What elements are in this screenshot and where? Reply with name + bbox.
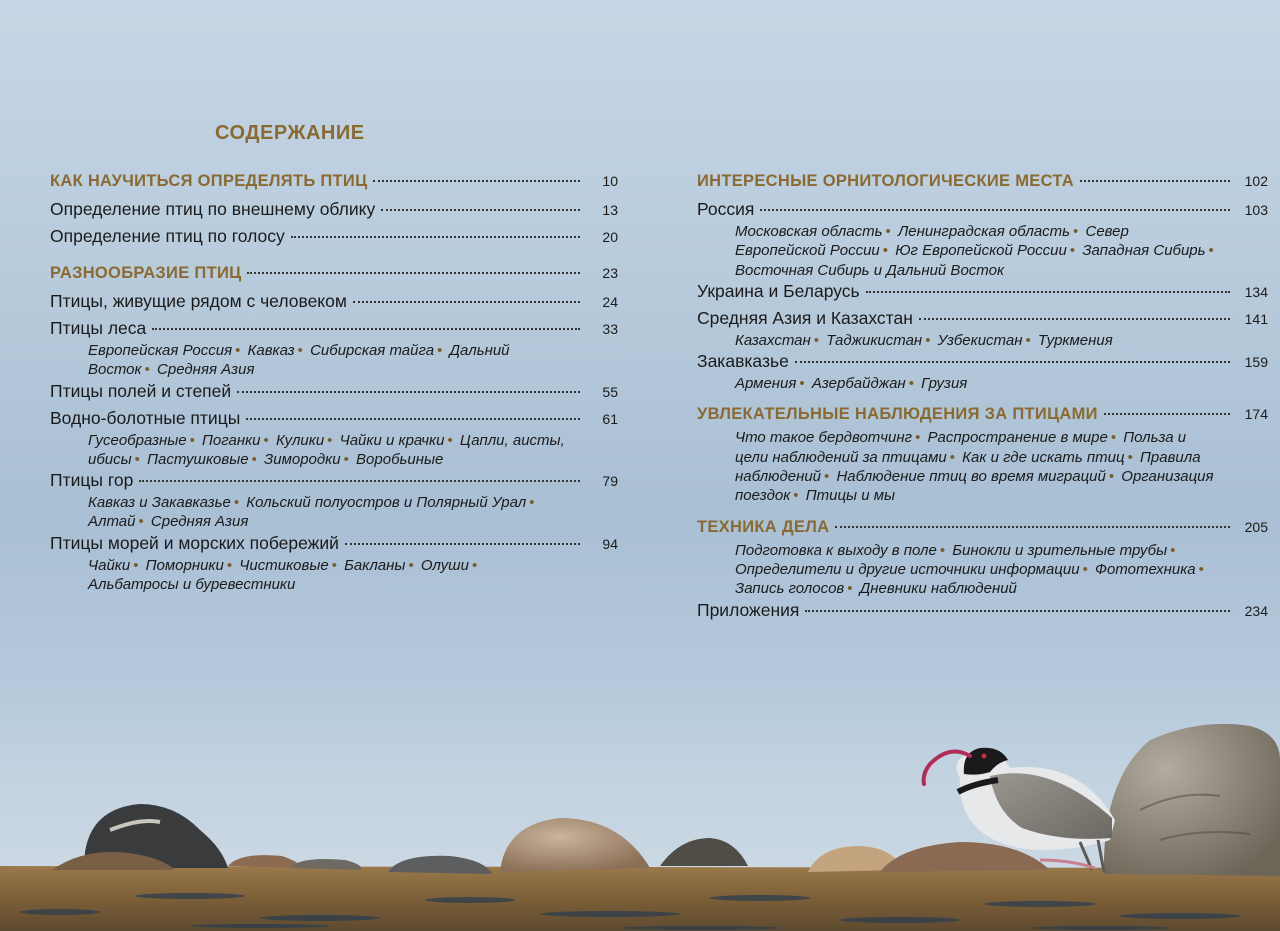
- toc-entry-line: [50, 226, 618, 252]
- section-title: ТЕХНИКА ДЕЛА: [697, 517, 830, 536]
- dot-leader: [835, 526, 1230, 528]
- subtopic-альбатросы-и-буревестники: Альбатросы и буревестники: [88, 576, 296, 594]
- subtopic-что-такое-бердвотчинг: Что такое бердвотчинг: [735, 429, 913, 447]
- subtopic-туркмения: Туркмения: [1037, 331, 1113, 349]
- toc-entry-line: [697, 599, 1268, 626]
- chapter-title: Птицы леса: [50, 318, 147, 338]
- bullet-separator: •: [327, 431, 333, 449]
- dot-leader: [1104, 413, 1230, 415]
- bullet-separator: •: [138, 513, 144, 531]
- subtopic-правила-наблюдений: Правила наблюдений: [735, 448, 1201, 486]
- dot-leader: [345, 543, 580, 545]
- page-number: 94: [602, 535, 618, 552]
- bullet-separator: •: [529, 494, 535, 512]
- spacer: [697, 393, 1232, 405]
- toc-entry: [50, 318, 618, 380]
- toc-entry-line: [697, 280, 1268, 307]
- page-number: 134: [1244, 283, 1268, 300]
- toc-entry: [50, 199, 618, 225]
- bullet-separator: •: [949, 448, 955, 466]
- bullet-separator: •: [793, 487, 799, 505]
- dot-leader: [246, 418, 580, 420]
- page-number: 79: [602, 473, 618, 490]
- bullet-separator: •: [251, 450, 257, 468]
- subtopic-чайки: Чайки: [88, 556, 131, 574]
- toc-entry: [697, 599, 1268, 626]
- toc-entry-line: [697, 172, 1268, 198]
- dot-leader: [1080, 180, 1230, 182]
- dot-leader: [373, 180, 580, 182]
- page-number: 20: [602, 229, 618, 245]
- subtopic-поморники: Поморники: [145, 556, 224, 574]
- subtopic-чистиковые: Чистиковые: [239, 556, 329, 574]
- page-number: 159: [1244, 354, 1268, 371]
- dot-leader: [247, 272, 580, 274]
- bullet-separator: •: [925, 331, 931, 349]
- bullet-separator: •: [1110, 429, 1117, 447]
- toc-entry: [697, 517, 1268, 599]
- bullet-separator: •: [1170, 541, 1176, 559]
- toc-entry: [50, 407, 618, 470]
- bullet-separator: •: [408, 556, 414, 574]
- toc-entry-line: [50, 264, 618, 290]
- bullet-separator: •: [471, 556, 478, 574]
- page-number: 33: [602, 321, 618, 337]
- subtopic-армения: Армения: [735, 375, 797, 393]
- page-number: 24: [602, 294, 618, 310]
- subtopics: [735, 331, 1232, 350]
- bullet-separator: •: [331, 556, 337, 574]
- dot-leader: [237, 391, 580, 393]
- toc-left-column: [50, 172, 618, 594]
- subtopic-средняя-азия: Средняя Азия: [150, 513, 249, 531]
- subtopic-грузия: Грузия: [921, 375, 968, 393]
- bullet-separator: •: [343, 450, 349, 468]
- subtopic-московская-область: Московская область: [735, 223, 883, 240]
- toc-entry: [50, 470, 618, 532]
- chapter-title: Определение птиц по голосу: [50, 226, 285, 246]
- subtopic-запись-голосов: Запись голосов: [735, 580, 845, 598]
- subtopic-алтай: Алтай: [88, 513, 136, 531]
- bullet-separator: •: [297, 342, 303, 359]
- subtopic-кавказ-и-закавказье: Кавказ и Закавказье: [88, 494, 231, 512]
- chapter-title: Водно-болотные птицы: [50, 407, 241, 428]
- page-number: 103: [1244, 202, 1268, 218]
- bullet-separator: •: [1069, 242, 1076, 260]
- subtopic-север-европейской-россии: Север Европейской России: [735, 223, 1129, 260]
- chapter-title: Украина и Беларусь: [697, 280, 860, 301]
- spacer: [50, 252, 580, 264]
- dot-leader: [139, 480, 580, 482]
- dot-leader: [760, 209, 1230, 211]
- chapter-title: Птицы, живущие рядом с человеком: [50, 291, 347, 311]
- subtopic-казахстан: Казахстан: [735, 331, 811, 349]
- subtopic-узбекистан: Узбекистан: [937, 331, 1023, 349]
- dot-leader: [805, 610, 1230, 612]
- subtopic-бинокли-и-зрительные-трубы: Бинокли и зрительные трубы: [952, 541, 1168, 559]
- subtopic-определители-и-другие-источники-информации: Определители и другие источники информации: [735, 560, 1080, 578]
- bullet-separator: •: [915, 429, 921, 447]
- toc-entry: [50, 532, 618, 595]
- toc-entry: [50, 291, 618, 317]
- subtopics: [735, 541, 1232, 599]
- toc-entry-line: [50, 172, 618, 198]
- dot-leader: [152, 328, 580, 330]
- dot-leader: [866, 291, 1230, 293]
- chapter-title: Определение птиц по внешнему облику: [50, 199, 376, 219]
- subtopic-таджикистан: Таджикистан: [826, 331, 923, 349]
- bullet-separator: •: [144, 361, 150, 379]
- chapter-title: Птицы морей и морских побережий: [50, 532, 339, 553]
- subtopic-польза-и-цели-наблюдений-за-птицами: Польза и цели наблюдений за птицами: [735, 429, 1187, 466]
- bullet-separator: •: [226, 556, 233, 574]
- dot-leader: [291, 236, 580, 238]
- bullet-separator: •: [939, 541, 946, 559]
- bullet-separator: •: [824, 468, 830, 486]
- subtopic-наблюдение-птиц-во-время-миграций: Наблюдение птиц во время миграций: [836, 468, 1106, 486]
- bullet-separator: •: [813, 331, 820, 349]
- subtopic-европейская-россия: Европейская Россия: [88, 342, 233, 359]
- page-number: 174: [1244, 406, 1268, 423]
- subtopic-пастушковые: Пастушковые: [147, 450, 249, 468]
- bullet-separator: •: [799, 375, 805, 393]
- subtopic-западная-сибирь: Западная Сибирь: [1082, 242, 1206, 260]
- chapter-title: Россия: [697, 199, 755, 219]
- page-number: 13: [602, 202, 618, 218]
- chapter-title: Средняя Азия и Казахстан: [697, 307, 913, 328]
- subtopics: [88, 556, 580, 595]
- bullet-separator: •: [134, 450, 140, 468]
- bullet-separator: •: [847, 580, 853, 598]
- subtopics: [88, 341, 580, 380]
- section-title: УВЛЕКАТЕЛЬНЫЕ НАБЛЮДЕНИЯ ЗА ПТИЦАМИ: [697, 405, 1098, 424]
- dot-leader: [353, 301, 580, 303]
- page-number: 10: [602, 173, 618, 189]
- chapter-title: Птицы гор: [50, 470, 134, 491]
- subtopics: [735, 222, 1232, 280]
- dot-leader: [381, 209, 580, 211]
- subtopic-подготовка-к-выходу-в-поле: Подготовка к выходу в поле: [735, 541, 937, 559]
- subtopic-азербайджан: Азербайджан: [811, 375, 906, 393]
- dot-leader: [919, 318, 1230, 320]
- page-number: 102: [1244, 173, 1268, 189]
- subtopics: [735, 428, 1232, 505]
- subtopic-юг-европейской-россии: Юг Европейской России: [895, 242, 1067, 260]
- toc-entry-line: [50, 199, 618, 225]
- subtopic-распространение-в-мире: Распространение в мире: [927, 429, 1108, 447]
- subtopic-воробьиные: Воробьиные: [356, 450, 444, 468]
- toc-entry: [697, 405, 1268, 505]
- subtopic-дневники-наблюдений: Дневники наблюдений: [859, 580, 1017, 598]
- toc-entry: [697, 199, 1268, 280]
- bullet-separator: •: [1208, 242, 1214, 260]
- bullet-separator: •: [1108, 468, 1115, 486]
- toc-entry: [697, 351, 1268, 393]
- subtopic-как-и-где-искать-птиц: Как и где искать птиц: [962, 448, 1125, 466]
- dot-leader: [795, 361, 1230, 363]
- bullet-separator: •: [189, 431, 195, 449]
- bullet-separator: •: [1127, 448, 1133, 466]
- bullet-separator: •: [447, 431, 453, 449]
- subtopic-гусеобразные: Гусеобразные: [88, 431, 187, 449]
- page-number: 55: [602, 383, 618, 400]
- toc-entry-line: [50, 291, 618, 317]
- subtopic-птицы-и-мы: Птицы и мы: [805, 487, 896, 505]
- bullet-separator: •: [1198, 560, 1204, 578]
- subtopic-кольский-полуостров-и-полярный-урал: Кольский полуостров и Полярный Урал: [246, 494, 527, 512]
- bullet-separator: •: [908, 375, 914, 393]
- toc-right-column: [697, 172, 1268, 626]
- toc-entry: [50, 226, 618, 252]
- subtopic-кулики: Кулики: [275, 431, 325, 449]
- chapter-title: Закавказье: [697, 351, 789, 372]
- section-title: КАК НАУЧИТЬСЯ ОПРЕДЕЛЯТЬ ПТИЦ: [50, 172, 368, 190]
- bullet-separator: •: [233, 494, 240, 512]
- bullet-separator: •: [1073, 223, 1079, 240]
- subtopic-дальний-восток: Дальний Восток: [88, 342, 510, 379]
- subtopic-сибирская-тайга: Сибирская тайга: [310, 342, 435, 359]
- subtopic-восточная-сибирь-и-дальний-восток: Восточная Сибирь и Дальний Восток: [735, 261, 1005, 279]
- subtopic-бакланы: Бакланы: [344, 556, 406, 574]
- bullet-separator: •: [263, 431, 269, 449]
- bullet-separator: •: [1025, 331, 1031, 349]
- subtopic-зимородки: Зимородки: [264, 450, 341, 468]
- shore-photo: [0, 700, 1280, 931]
- chapter-title: Птицы полей и степей: [50, 380, 232, 401]
- subtopic-чайки-и-крачки: Чайки и крачки: [339, 431, 445, 449]
- page-number: 141: [1244, 310, 1268, 327]
- subtopics: [88, 431, 580, 470]
- bullet-separator: •: [1082, 560, 1088, 578]
- subtopics: [88, 493, 580, 532]
- spacer: [697, 506, 1232, 518]
- page-number: 61: [602, 410, 618, 427]
- subtopic-фототехника: Фототехника: [1095, 560, 1196, 578]
- toc-entry: [697, 280, 1268, 307]
- contents-heading: СОДЕРЖАНИЕ: [215, 122, 365, 144]
- subtopic-олуши: Олуши: [420, 556, 469, 574]
- subtopic-цапли-аисты-ибисы: Цапли, аисты, ибисы: [88, 431, 565, 468]
- toc-entry: [50, 380, 618, 407]
- bullet-separator: •: [882, 242, 889, 260]
- bullet-separator: •: [885, 223, 891, 240]
- toc-entry: [697, 172, 1268, 198]
- subtopic-кавказ: Кавказ: [247, 342, 295, 359]
- subtopics: [735, 374, 1232, 393]
- toc-entry: [50, 264, 618, 290]
- page-number: 23: [602, 265, 618, 281]
- page-number: 205: [1244, 518, 1268, 535]
- bullet-separator: •: [235, 342, 241, 359]
- subtopic-средняя-азия: Средняя Азия: [157, 361, 255, 379]
- toc-entry: [50, 172, 618, 198]
- section-title: РАЗНООБРАЗИЕ ПТИЦ: [50, 264, 242, 282]
- section-title: ИНТЕРЕСНЫЕ ОРНИТОЛОГИЧЕСКИЕ МЕСТА: [697, 172, 1074, 190]
- subtopic-ленинградская-область: Ленинградская область: [897, 223, 1071, 240]
- bullet-separator: •: [133, 556, 139, 574]
- page-number: 234: [1244, 602, 1268, 619]
- toc-entry-line: [50, 380, 618, 407]
- bullet-separator: •: [437, 342, 443, 359]
- chapter-title: Приложения: [697, 599, 800, 620]
- subtopic-поганки: Поганки: [202, 431, 261, 449]
- toc-entry: [697, 307, 1268, 350]
- subtopic-организация-поездок: Организация поездок: [735, 468, 1214, 505]
